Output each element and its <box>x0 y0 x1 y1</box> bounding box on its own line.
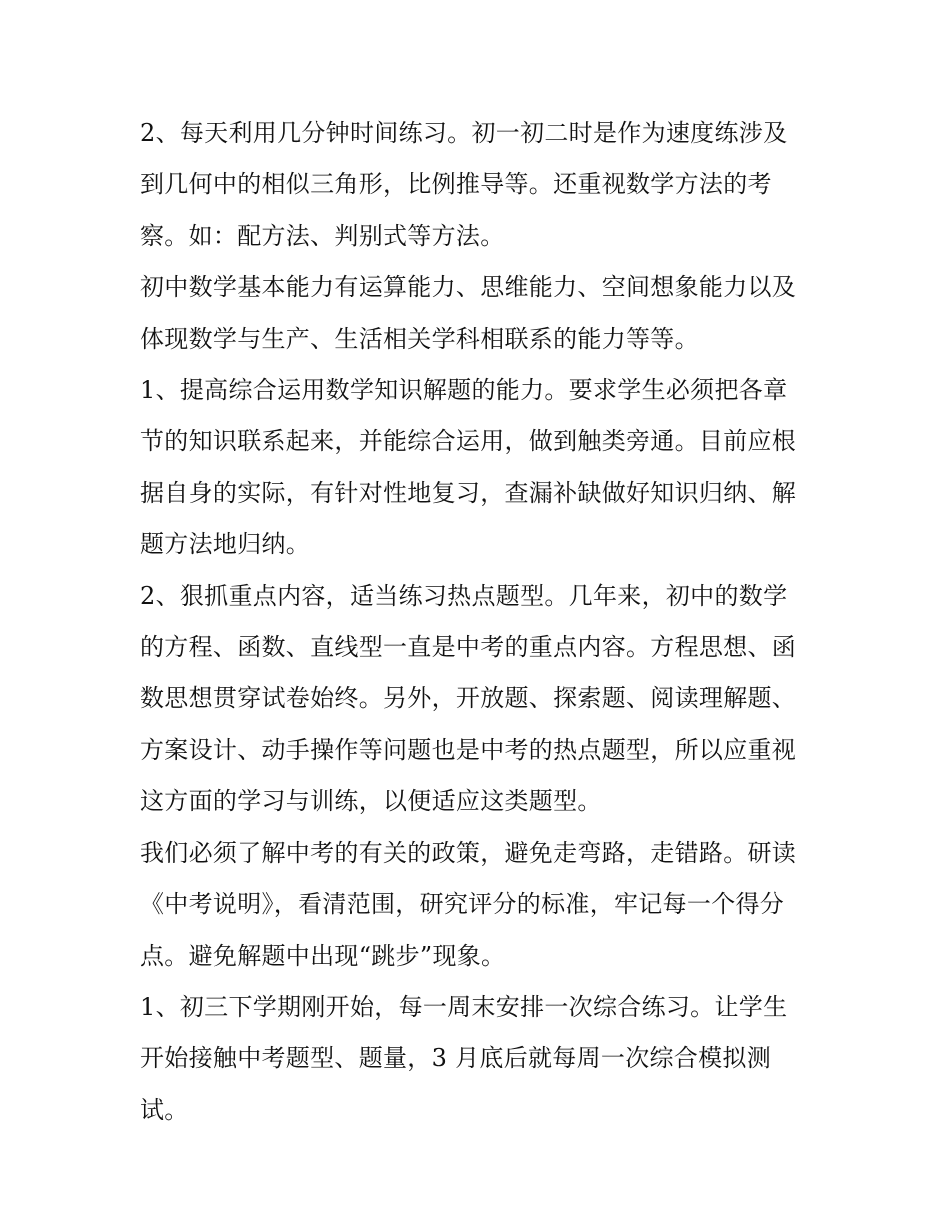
text-line: 试。 <box>140 1095 189 1124</box>
text-line: 1、初三下学期刚开始，每一周末安排一次综合练习。让学生 <box>140 992 788 1021</box>
text-line: 我们必须了解中考的有关的政策，避免走弯路，走错路。研读 <box>140 838 797 867</box>
text-line: 题方法地归纳。 <box>140 530 311 559</box>
text-line: 的方程、函数、直线型一直是中考的重点内容。方程思想、函 <box>140 633 797 662</box>
text-line: 到几何中的相似三角形，比例推导等。还重视数学方法的考 <box>140 170 772 199</box>
text-line: 开始接触中考题型、题量，3 月底后就每周一次综合模拟测 <box>140 1044 771 1073</box>
text-line: 点。避免解题中出现“跳步”现象。 <box>140 941 506 970</box>
paragraph-3 <box>140 365 818 571</box>
text-line: 《中考说明》，看清范围，研究评分的标准，牢记每一个得分 <box>140 890 785 919</box>
text-line: 据自身的实际，有针对性地复习，查漏补缺做好知识归纳、解 <box>140 478 797 507</box>
text-line: 这方面的学习与训练，以便适应这类题型。 <box>140 787 602 816</box>
text-line: 体现数学与生产、生活相关学科相联系的能力等等。 <box>140 324 699 353</box>
paragraph-4 <box>140 571 818 828</box>
text-line: 1、提高综合运用数学知识解题的能力。要求学生必须把各章 <box>140 376 788 405</box>
text-line: 方案设计、动手操作等问题也是中考的热点题型，所以应重视 <box>140 735 797 764</box>
text-line: 数思想贯穿试卷始终。另外，开放题、探索题、阅读理解题、 <box>140 684 797 713</box>
paragraph-1 <box>140 108 818 262</box>
text-line: 节的知识联系起来，并能综合运用，做到触类旁通。目前应根 <box>140 427 797 456</box>
text-line: 2、每天利用几分钟时间练习。初一初二时是作为速度练涉及 <box>140 119 788 147</box>
text-line: 初中数学基本能力有运算能力、思维能力、空间想象能力以及 <box>140 273 797 302</box>
paragraph-5 <box>140 828 818 982</box>
text-line: 察。如：配方法、判别式等方法。 <box>140 221 505 250</box>
paragraph-2 <box>140 262 818 365</box>
paragraph-6 <box>140 982 818 1136</box>
text-line: 2、狠抓重点内容，适当练习热点题型。几年来，初中的数学 <box>140 581 788 610</box>
